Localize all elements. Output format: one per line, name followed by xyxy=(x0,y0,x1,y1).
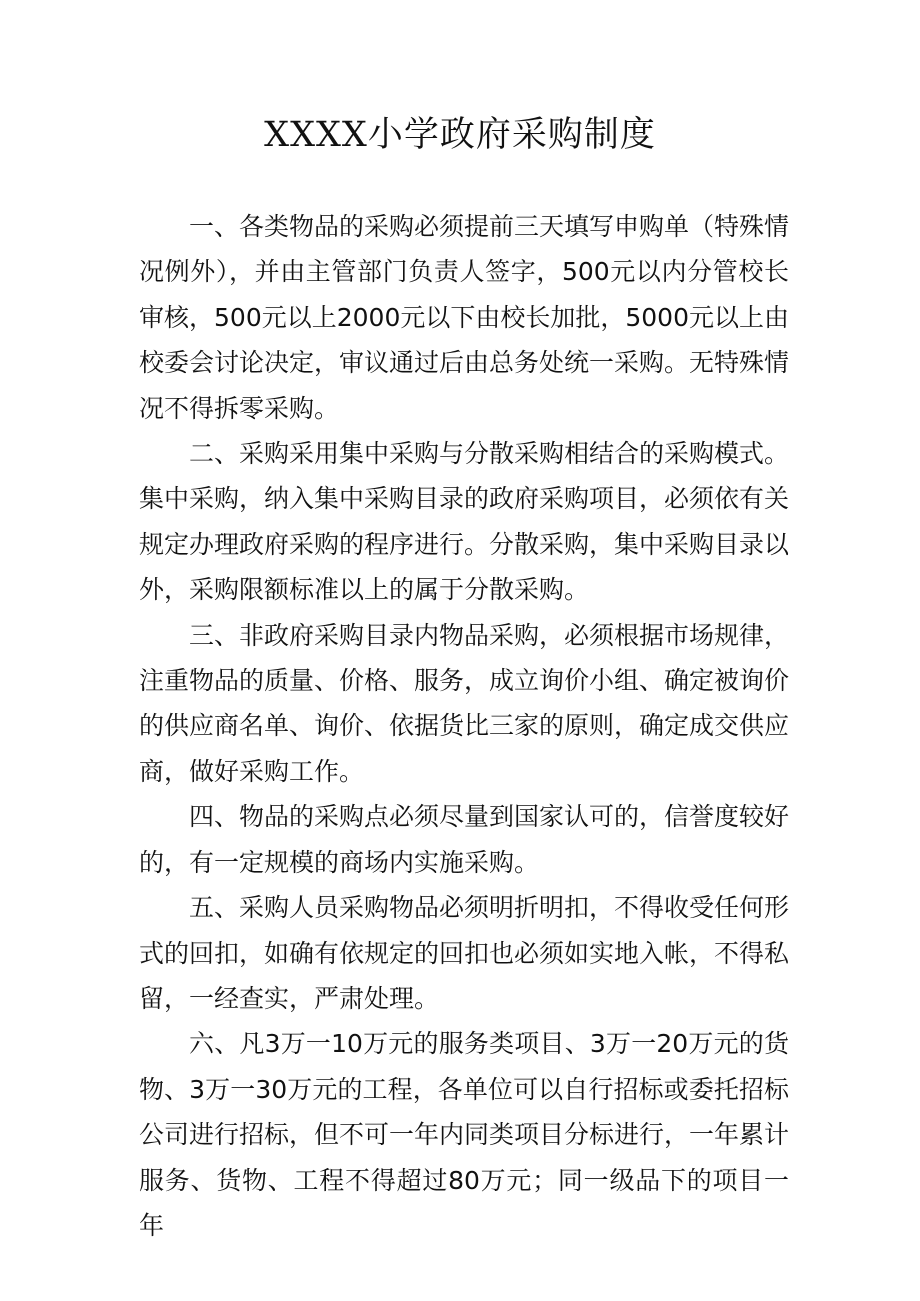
paragraph-4: 四、物品的采购点必须尽量到国家认可的，信誉度较好的，有一定规模的商场内实施采购。 xyxy=(139,802,790,877)
document-title: XXXX小学政府采购制度 xyxy=(264,115,656,155)
paragraph-6: 六、凡3万一10万元的服务类项目、3万一20万元的货物、3万一30万元的工程，各单位可以自行招标或委托招标公司进行招标，但不可一年内同类项目分标进行，一年累计服务、货物、工程不得超过80万元；同一级品下的项目一年 xyxy=(139,1029,790,1240)
paragraph-5: 五、采购人员采购物品必须明折明扣，不得收受任何形式的回扣，如确有依规定的回扣也必须如实地入帐，不得私留，一经查实，严肃处理。 xyxy=(139,893,790,1013)
paragraph-3: 三、非政府采购目录内物品采购，必须根据市场规律，注重物品的质量、价格、服务，成立询价小组、确定被询价的供应商名单、询价、依据货比三家的原则，确定成交供应商，做好采购工作。 xyxy=(139,620,790,786)
paragraph-1: 一、各类物品的采购必须提前三天填写申购单（特殊情况例外），并由主管部门负责人签字，500元以内分管校长审核，500元以上2000元以下由校长加批，5000元以上由校委会讨论决定，审议通过后由总务处统一采购。无特殊情况不得拆零采购。 xyxy=(139,212,790,423)
document-body xyxy=(139,204,789,1248)
paragraph-2: 二、采购采用集中采购与分散采购相结合的采购模式。集中采购，纳入集中采购目录的政府采购项目，必须依有关规定办理政府采购的程序进行。分散采购，集中采购目录以外，采购限额标准以上的属于分散采购。 xyxy=(139,439,790,605)
